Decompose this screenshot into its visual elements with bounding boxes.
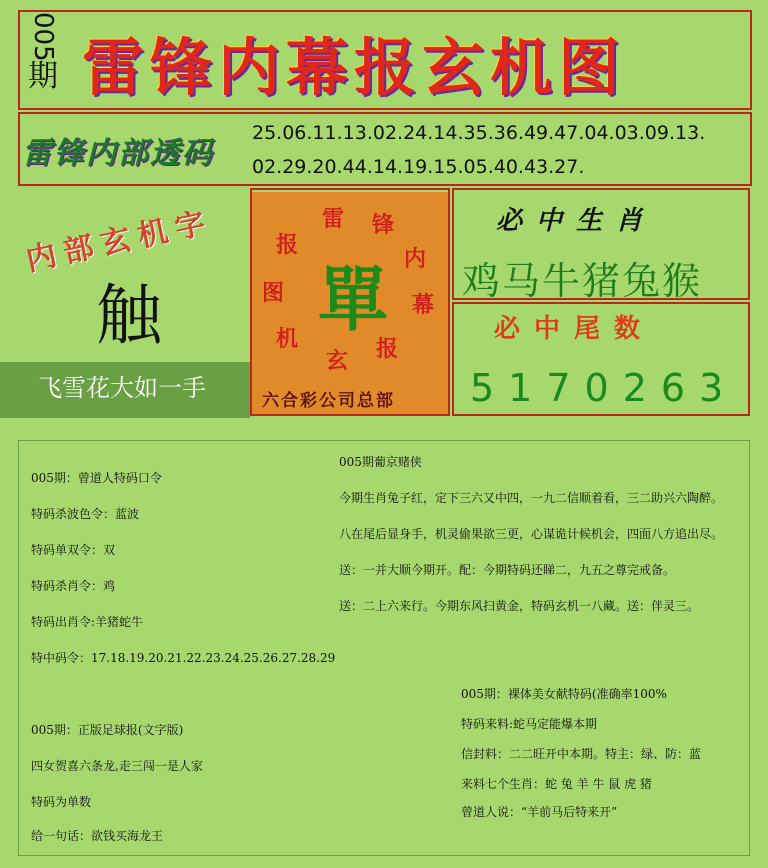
- beauty-tip-5: 曾道人说：“羊前马后特来开”: [461, 805, 618, 819]
- ring-char: 图: [262, 280, 285, 306]
- ring-char: 报: [276, 232, 299, 258]
- left-tip-6: 特中码令：17.18.19.20.21.22.23.24.25.26.27.28.29: [31, 651, 336, 665]
- codes-label: 雷锋内部透码: [22, 136, 214, 171]
- codes-line-2: 02.29.20.44.14.19.15.05.40.43.27.: [252, 156, 585, 178]
- period-char: 期: [28, 58, 58, 94]
- tail-numbers: 5170263: [470, 366, 738, 410]
- right-tip-3: 八在尾后显身手，机灵偷果欲三更，心谋诡计候机会，四面八方追出尽。: [339, 527, 724, 541]
- codes-list: [252, 116, 742, 184]
- period-label: [28, 12, 68, 92]
- right-tip-4: 送：一并大顺今期开。配：今期特码还睇二，九五之尊完戒备。: [339, 563, 676, 577]
- football-tip-1: 005期：正版足球报(文字版): [31, 723, 184, 737]
- beauty-tip-4: 来料七个生肖：蛇 兔 羊 牛 鼠 虎 猪: [461, 777, 652, 791]
- zodiac-label: 必中生肖: [496, 206, 657, 236]
- zodiac-list: 鸡马牛猪兔猴: [462, 259, 703, 303]
- codes-line-1: 25.06.11.13.02.24.14.35.36.49.47.04.03.09.13.: [252, 122, 706, 144]
- beauty-tip-3: 信封料：二二旺开中本期。特主：绿、防：蓝: [461, 747, 702, 761]
- beauty-tip-2: 特码来料:蛇马定能爆本期: [461, 717, 598, 731]
- right-tip-2: 今期生肖兔子红，定下三六又中四，一九二信顺着看，三二助兴六陶醉。: [339, 491, 724, 505]
- ring-char: 内: [404, 246, 427, 272]
- football-tip-4: 给一句话：欲钱买海龙王: [31, 829, 164, 843]
- football-tip-2: 四女贺喜六条龙,走三闯一是人家: [31, 759, 203, 773]
- period-number: 005: [28, 12, 58, 62]
- left-tip-5: 特码出肖令:羊猪蛇牛: [31, 615, 144, 629]
- right-tip-1: 005期葡京赌侠: [339, 455, 422, 469]
- football-tip-3: 特码为单数: [31, 795, 92, 809]
- center-footer: 六合彩公司总部: [262, 391, 395, 411]
- secret-phrase: 飞雪花大如一手: [38, 374, 206, 402]
- secret-character: 触: [96, 277, 162, 354]
- left-tip-3: 特码单双令：双: [31, 543, 116, 557]
- tips-section: [18, 440, 750, 856]
- ring-char: 玄: [326, 348, 349, 374]
- inner-secret-label: 内部玄机字: [23, 204, 217, 279]
- ring-char: 幕: [412, 292, 435, 318]
- right-tip-5: 送：二上六来行。今期东风扫黄金，特码玄机一八藏。送：伴灵三。: [339, 599, 700, 613]
- page-title: 雷锋内幕报玄机图: [82, 31, 627, 104]
- ring-char: 雷: [322, 206, 345, 232]
- beauty-tip-1: 005期：裸体美女献特码(准确率100%: [461, 687, 667, 701]
- ring-char: 报: [376, 336, 399, 362]
- left-tip-4: 特码杀肖令：鸡: [31, 579, 116, 593]
- single-character: 單: [318, 258, 388, 341]
- ring-char: 锋: [372, 212, 395, 238]
- ring-char: 机: [276, 326, 299, 352]
- tail-label: 必中尾数: [494, 314, 655, 344]
- left-tip-2: 特码杀波色令：蓝波: [31, 507, 140, 521]
- left-tip-1: 005期：曾道人特码口令: [31, 471, 162, 485]
